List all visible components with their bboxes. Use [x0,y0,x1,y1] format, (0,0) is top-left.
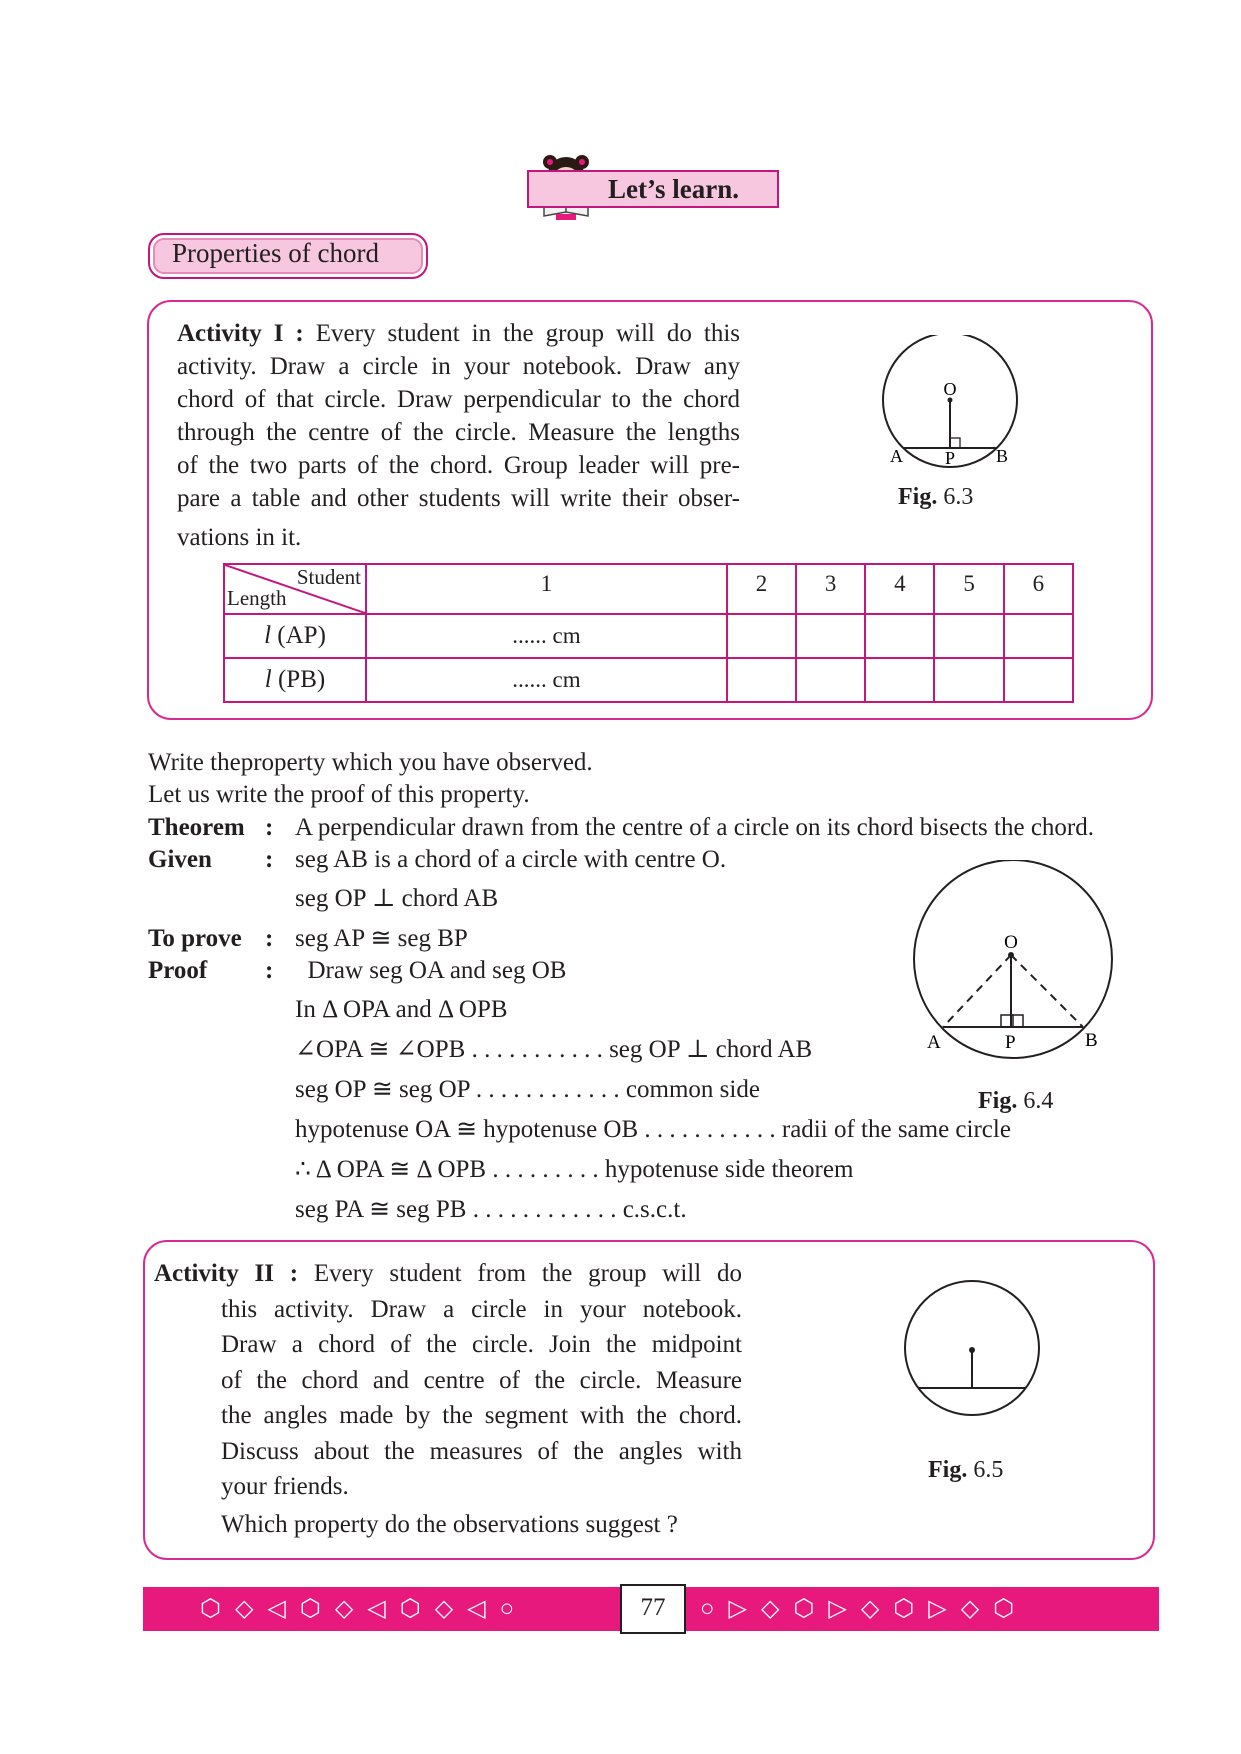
footer-right-decoration: ○ ▷ ◇ ⬡ ▷ ◇ ⬡ ▷ ◇ ⬡ [700,1596,1019,1622]
activity-2-line: this activity. Draw a circle in your notebook. [221,1295,742,1323]
lets-learn-label: Let’s learn. [608,174,739,204]
table-column-header: 5 [934,564,1003,614]
proof-line: seg OP ≅ seg OP . . . . . . . . . . . . common side [295,1076,760,1103]
given-colon: : [265,846,274,873]
to-prove-colon: : [265,925,274,952]
table-cell [865,614,934,658]
footer-left-decoration: ⬡ ◇ ◁ ⬡ ◇ ◁ ⬡ ◇ ◁ ○ [200,1596,519,1622]
fig-6-4-label-b: B [1085,1030,1098,1051]
figure-6-4 [905,860,1125,1060]
proof-line: hypotenuse OA ≅ hypotenuse OB . . . . . . . . . . . radii of the same circle [295,1116,1011,1143]
fig-6-4-label-p: P [1005,1032,1016,1053]
observation-table [223,563,1074,703]
table-cell: ...... cm [366,658,727,702]
activity-2-line: of the chord and centre of the circle. Measure [221,1366,742,1394]
activity-2-line: the angles made by the segment with the chord. [221,1402,742,1429]
activity-1-line: through the centre of the circle. Measure the lengths [177,419,740,446]
theorem-text: A perpendicular drawn from the centre of a circle on its chord bisects the chord. [295,814,1094,841]
theorem-colon: : [265,814,274,841]
table-cell [727,658,796,702]
activity-2-line: Which property do the observations suggest ? [221,1510,678,1538]
proof-line: In Δ OPA and Δ OPB [295,996,508,1023]
activity-2-line: Draw a chord of the circle. Join the midpoint [221,1331,742,1358]
activity-1-label: Activity I : [177,320,304,347]
given-line: seg AB is a chord of a circle with centre O. [295,846,727,873]
table-column-header: 1 [366,564,727,614]
figure-6-3 [870,335,1030,475]
table-column-header: 2 [727,564,796,614]
activity-1-line: chord of that circle. Draw perpendicular to the chord [177,386,740,413]
table-cell [934,614,1003,658]
fig-6-4-label-a: A [927,1032,941,1053]
fig-6-4-label-o: O [1004,932,1018,953]
table-column-header: 6 [1004,564,1073,614]
activity-1-line: activity. Draw a circle in your notebook. Draw any [177,353,740,380]
fig-6-3-label-a: A [890,446,903,466]
fig-6-4-circle [914,860,1112,1058]
activity-1-line: vations in it. [177,524,302,551]
table-cell [727,614,796,658]
fig-6-3-right-angle [950,438,960,448]
table-cell [865,658,934,702]
proof-line: ∴ Δ OPA ≅ Δ OPB . . . . . . . . . hypotenuse side theorem [295,1156,854,1183]
fig-6-5-centre [969,1347,975,1353]
activity-1-text [177,317,740,554]
activity-2-label: Activity II : [154,1260,299,1287]
proof-colon: : [265,957,274,984]
activity-2-line: Discuss about the measures of the angles with [221,1437,742,1465]
intro-text [148,747,593,811]
theorem-label: Theorem [148,814,245,841]
activity-1-line: of the two parts of the chord. Group leader will pre- [177,452,740,479]
activity-2-line: your friends. [221,1473,349,1500]
activity-1-line: pare a table and other students will write their obser- [177,485,740,512]
fig-6-4-caption: Fig. 6.4 [978,1088,1054,1114]
proof-line: Draw seg OA and seg OB [295,957,567,984]
fig-6-5-caption: Fig. 6.5 [928,1457,1004,1483]
table-row-label: l (AP) [224,614,366,658]
intro-line: Let us write the proof of this property. [148,781,530,808]
table-column-header: 3 [796,564,865,614]
table-cell: ...... cm [366,614,727,658]
table-column-header: 4 [865,564,934,614]
table-header-student: Student [296,565,361,589]
table-header-length: Length [227,586,287,610]
fig-6-4-seg-ob [1011,955,1083,1027]
fig-6-3-label-p: P [945,448,956,468]
activity-2-line: Every student from the group will do [298,1260,742,1287]
to-prove-text: seg AP ≅ seg BP [295,925,468,952]
intro-line: Write theproperty which you have observed. [148,749,593,776]
table-cell [796,658,865,702]
page-number: 77 [620,1584,686,1634]
table-row [224,658,1073,702]
given-line: seg OP ⊥ chord AB [295,885,499,912]
proof-line: seg PA ≅ seg PB . . . . . . . . . . . . c.s.c.t. [295,1196,687,1223]
fig-6-3-label-b: B [996,446,1009,466]
activity-2-text [154,1256,742,1542]
given-label: Given [148,846,212,873]
fig-6-3-caption: Fig. 6.3 [898,484,974,510]
table-cell [1004,658,1073,702]
table-row [224,614,1073,658]
table-cell [1004,614,1073,658]
to-prove-label: To prove [148,925,242,952]
section-title: Properties of chord [172,238,379,268]
table-row-label: l (PB) [224,658,366,702]
table-header-corner [224,564,366,614]
fig-6-3-label-o: O [943,379,957,399]
proof-label: Proof [148,957,208,984]
table-cell [934,658,1003,702]
table-cell [796,614,865,658]
figure-6-5 [892,1278,1052,1418]
activity-1-line: Every student in the group will do this [303,320,740,347]
proof-line: ∠OPA ≅ ∠OPB . . . . . . . . . . . seg OP ⊥ chord AB [295,1036,813,1063]
